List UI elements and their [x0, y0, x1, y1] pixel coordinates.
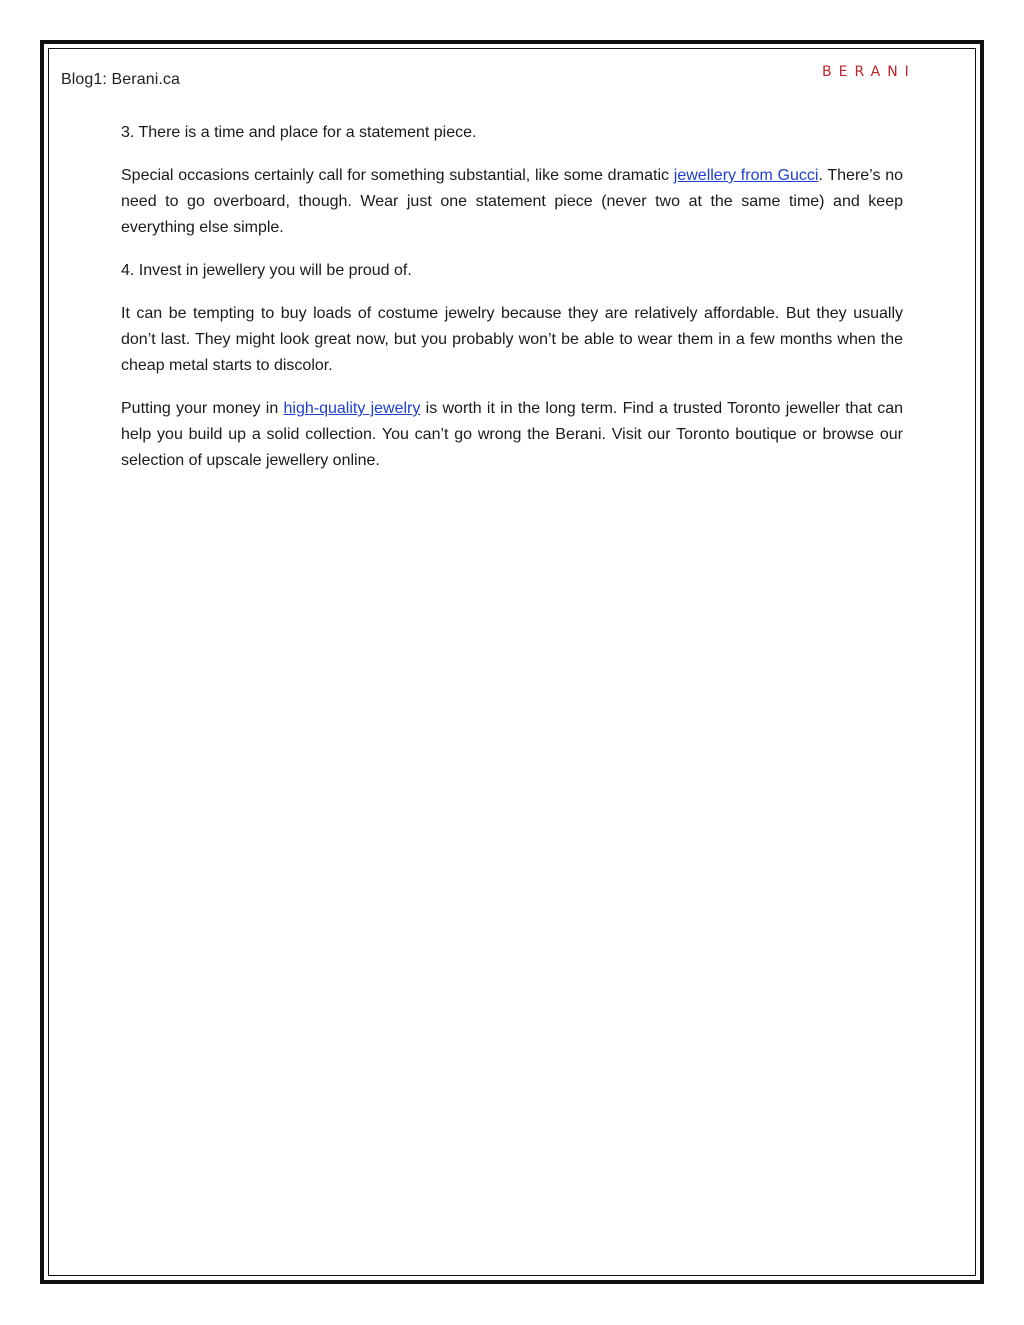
paragraph-text: Putting your money in — [121, 400, 284, 417]
paragraph-text: . There’s no need to go overboard, though. Wear just one statement piece (never two at the same time) and keep everything else simple. — [121, 167, 903, 236]
gucci-jewellery-link[interactable]: jewellery from Gucci — [673, 167, 819, 184]
paragraph-costume-jewelry: It can be tempting to buy loads of costume jewelry because they are relatively affordable. But they usually don’t last. They might look great now, but you probably won’t be able to wear them in a few months when the cheap metal starts to discolor. — [121, 305, 903, 374]
paragraph-invest — [121, 396, 903, 474]
paragraph-statement-piece — [121, 163, 903, 241]
blog-content — [121, 120, 903, 491]
berani-logo: BERANI — [822, 64, 916, 80]
section-heading-4: 4. Invest in jewellery you will be proud of. — [121, 262, 412, 279]
section-heading-3: 3. There is a time and place for a statement piece. — [121, 124, 477, 141]
paragraph-text: Special occasions certainly call for something substantial, like some dramatic — [121, 167, 674, 184]
paragraph-text: is worth it in the long term. Find a trusted Toronto jeweller that can help you build up a solid collection. You can’t go wrong the Berani. Visit our Toronto boutique or browse our selection of upscale jewellery online. — [121, 400, 903, 469]
high-quality-jewelry-link[interactable]: high-quality jewelry — [283, 400, 421, 417]
header-title: Blog1: Berani.ca — [61, 71, 181, 88]
